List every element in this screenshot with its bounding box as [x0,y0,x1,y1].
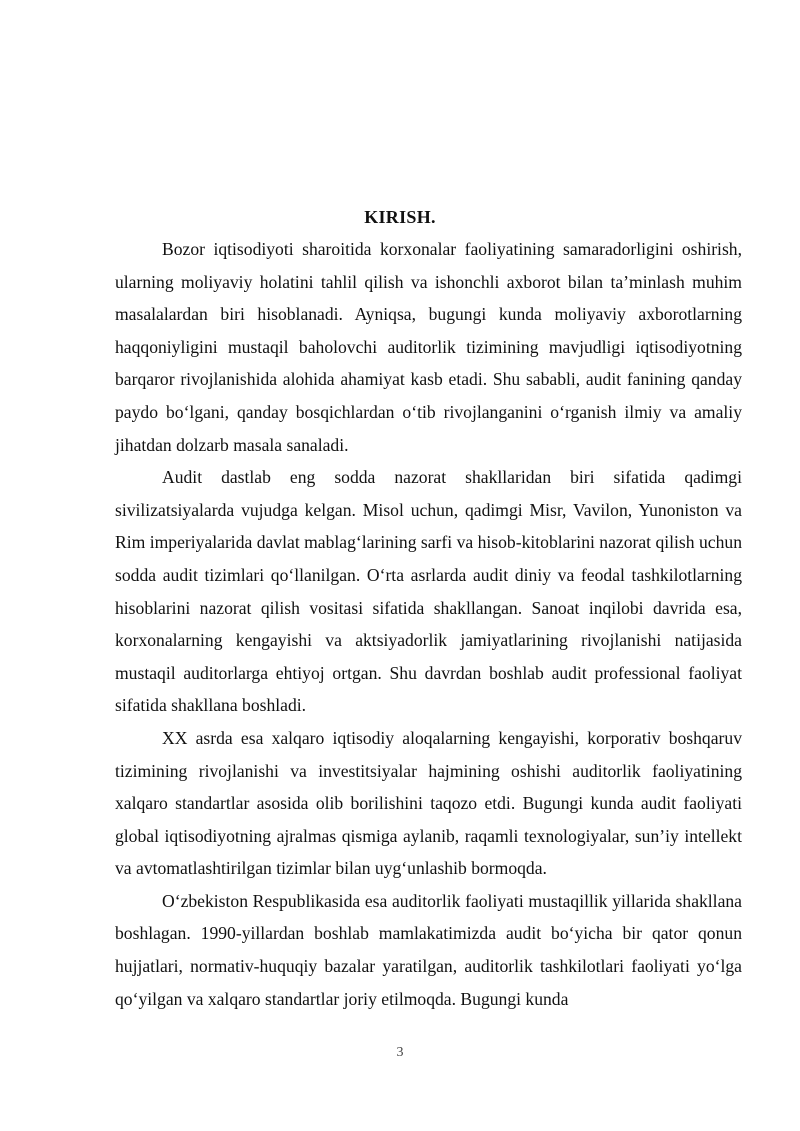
paragraph-4: O‘zbekiston Respublikasida esa auditorlik faoliyati mustaqillik yillarida shakllana boshlagan. 1990-yillardan boshlab mamlakatimizda audit bo‘yicha bir qator qonun hujjatlari, normativ-huquqiy bazalar yaratilgan, auditorlik tashkilotlari faoliyati yo‘lga qo‘yilgan va xalqaro standartlar joriy etilmoqda. Bugungi kunda [115,890,742,1009]
page-number: 3 [396,1045,404,1060]
paragraph-1: Bozor iqtisodiyoti sharoitida korxonalar faoliyatining samaradorligini oshirish, ularning moliyaviy holatini tahlil qilish va ishonchli axborot bilan ta’minlash muhim masalalardan biri hisoblanadi. Ayniqsa, bugungi kunda moliyaviy axborotlarning haqqoniyligini mustaqil baholovchi auditorlik tizimining mavjudligi iqtisodiyotning barqaror rivojlanishida alohida ahamiyat kasb etadi. Shu sababli, audit fanining qanday paydo bo‘lgani, qanday bosqichlardan o‘tib rivojlanganini o‘rganish ilmiy va amaliy jihatdan dolzarb masala sanaladi. [115,239,742,455]
body-text [115,233,742,1015]
section-title: KIRISH. [364,207,436,227]
paragraph-2: Audit dastlab eng sodda nazorat shakllaridan biri sifatida qadimgi sivilizatsiyalarda vujudga kelgan. Misol uchun, qadimgi Misr, Vavilon, Yunoniston va Rim imperiyalarida davlat mablag‘larining sarfi va hisob-kitoblarini nazorat qilish uchun sodda audit tizimlari qo‘llanilgan. O‘rta asrlarda audit diniy va feodal tashkilotlarning hisoblarini nazorat qilish vositasi sifatida shakllangan. Sanoat inqilobi davrida esa, korxonalarning kengayishi va aktsiyadorlik jamiyatlarining rivojlanishi natijasida mustaqil auditorlarga ehtiyoj ortgan. Shu davrdan boshlab audit professional faoliyat sifatida shakllana boshladi. [115,467,742,716]
paragraph-3: XX asrda esa xalqaro iqtisodiy aloqalarning kengayishi, korporativ boshqaruv tizimining rivojlanishi va investitsiyalar hajmining oshishi auditorlik faoliyatining xalqaro standartlar asosida olib borilishini taqozo etdi. Bugungi kunda audit faoliyati global iqtisodiyotning ajralmas qismiga aylanib, raqamli texnologiyalar, sun’iy intellekt va avtomatlashtirilgan tizimlar bilan uyg‘unlashib bormoqda. [115,727,742,879]
